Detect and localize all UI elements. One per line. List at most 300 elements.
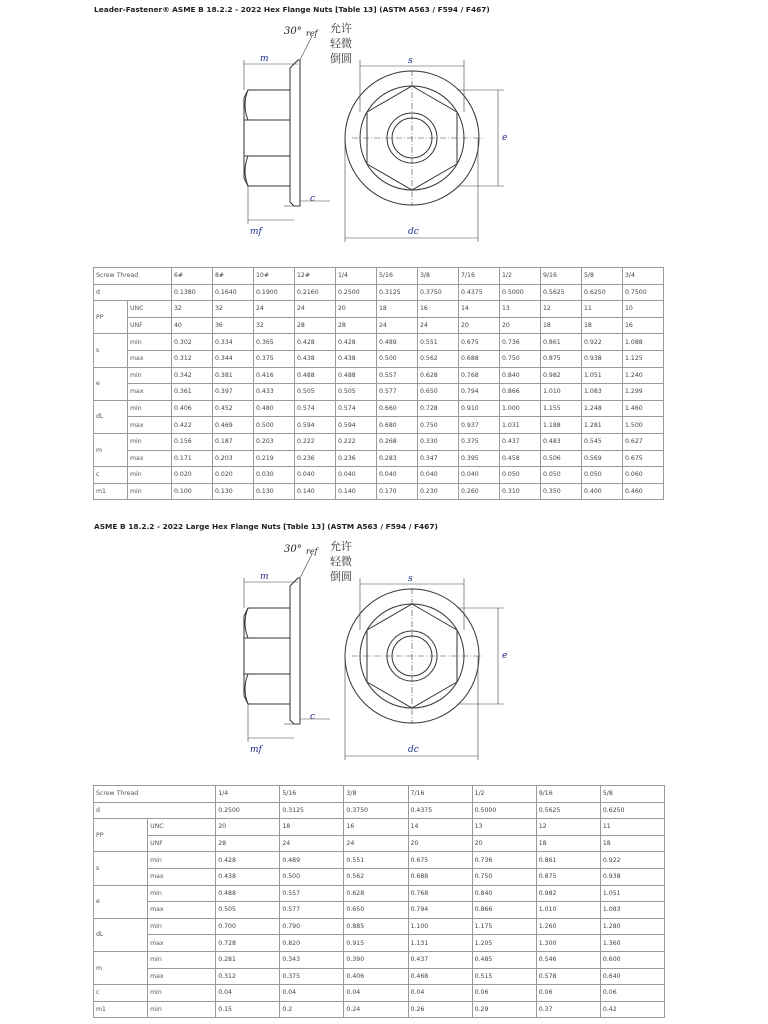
table-cell: 0.600 [600,951,664,968]
sub-label-max: max [148,902,216,919]
table-cell: 0.29 [472,1001,536,1018]
table-cell: 0.140 [336,483,377,500]
table-cell: 0.15 [216,1001,280,1018]
table-cell: 0.551 [344,852,408,869]
table-cell: 0.506 [541,450,582,467]
table-cell: 1/2 [500,268,541,285]
table-cell: 18 [541,317,582,334]
table-cell: 0.861 [536,852,600,869]
table-cell: 0.187 [213,433,254,450]
table-cell: 24 [377,317,418,334]
table-cell: 0.937 [459,417,500,434]
table-cell: 0.460 [623,483,664,500]
table-cell: 18 [536,835,600,852]
table-cell: 11 [600,819,664,836]
sub-label-min: min [128,367,172,384]
table-row [94,951,665,968]
table-cell: 0.736 [472,852,536,869]
table-cell: 0.4375 [459,284,500,301]
table-cell: 8# [213,268,254,285]
table-cell: 0.820 [280,935,344,952]
table-cell: 0.344 [213,350,254,367]
row-label-m: m [94,951,148,984]
table-cell: 0.6250 [582,284,623,301]
dim-m-label: m [260,572,269,582]
note-line-3: 倒圆 [330,52,352,65]
sub-label-min: min [148,985,216,1002]
table-cell: 0.438 [336,350,377,367]
table-cell: 28 [295,317,336,334]
table-cell: 0.922 [600,852,664,869]
table-cell: 1.083 [582,384,623,401]
dim-dc-label: dc [408,227,419,237]
table-cell: 14 [459,301,500,318]
sub-label-min: min [148,885,216,902]
table-cell: 0.551 [418,334,459,351]
table-cell: 0.040 [459,467,500,484]
sub-label-min: min [148,852,216,869]
table-row [94,284,664,301]
row-label-dl: dL [94,918,148,951]
table-cell: 5/16 [280,786,344,803]
table-cell: 10# [254,268,295,285]
table-cell: 0.488 [216,885,280,902]
table-row [94,852,665,869]
table-cell: 1.281 [582,417,623,434]
table-cell: 36 [213,317,254,334]
table-cell: 1.260 [536,918,600,935]
table-row [94,334,664,351]
table-cell: 1.299 [623,384,664,401]
ref-label: ref [306,547,318,556]
row-label-c: c [94,467,128,484]
table-cell: 0.680 [377,417,418,434]
row-label-e: e [94,885,148,918]
table-row [94,467,664,484]
table-cell: 0.675 [408,852,472,869]
table-cell: 20 [336,301,377,318]
table-cell: 0.728 [418,400,459,417]
large-hex-flange-nut-drawing [232,538,562,755]
table-cell: 0.488 [336,367,377,384]
table-cell: 9/16 [541,268,582,285]
table-cell: 20 [459,317,500,334]
table-cell: 0.794 [408,902,472,919]
table-cell: 7/16 [408,786,472,803]
table-cell: 0.400 [582,483,623,500]
table-cell: 0.469 [213,417,254,434]
angle-label: 30° [284,544,302,555]
table-cell: 1.360 [600,935,664,952]
table-cell: 0.040 [295,467,336,484]
table-cell: 10 [623,301,664,318]
sub-label-max: max [128,450,172,467]
table-cell: 0.060 [623,467,664,484]
table-cell: 1.205 [472,935,536,952]
table-cell: 1.300 [536,935,600,952]
table-cell: 32 [172,301,213,318]
table-cell: 1/2 [472,786,536,803]
sub-label-min: min [128,483,172,500]
hex-body-outline [244,90,290,186]
table-cell: 0.26 [408,1001,472,1018]
sub-label-max: max [148,968,216,985]
table-row [94,400,664,417]
table-cell: 0.04 [216,985,280,1002]
table-cell: 0.06 [472,985,536,1002]
table-cell: 7/16 [459,268,500,285]
table-cell: 0.982 [541,367,582,384]
table-row [94,384,664,401]
table-cell: 0.1900 [254,284,295,301]
table-cell: 3/4 [623,268,664,285]
dim-c-label: c [310,194,316,204]
sub-label-unc: UNC [148,819,216,836]
table-row [94,935,665,952]
table-cell: 0.310 [500,483,541,500]
table-row [94,835,665,852]
dim-mf-label: mf [250,745,262,755]
note-line-2: 轻微 [330,555,352,568]
table-cell: 0.040 [336,467,377,484]
table-cell: 18 [582,317,623,334]
table-cell: 1.051 [600,885,664,902]
table-cell: 0.562 [344,868,408,885]
table-cell: 0.500 [377,350,418,367]
sub-label-max: max [148,868,216,885]
hex-flange-nut-drawing [232,20,562,237]
table-cell: 0.020 [213,467,254,484]
table-cell: 0.438 [295,350,336,367]
table-cell: 0.557 [377,367,418,384]
table-cell: 0.875 [536,868,600,885]
table-cell: 24 [295,301,336,318]
table-cell: 0.688 [459,350,500,367]
table-cell: 5/8 [600,786,664,803]
table-cell: 0.06 [600,985,664,1002]
table-cell: 0.938 [600,868,664,885]
table-cell: 0.515 [472,968,536,985]
table-cell: 0.428 [216,852,280,869]
table-cell: 18 [377,301,418,318]
table-cell: 14 [408,819,472,836]
table-cell: 0.06 [536,985,600,1002]
table-cell: 0.6250 [600,802,664,819]
table-row [94,802,665,819]
flange-outline [290,60,300,206]
table-cell: 0.452 [213,400,254,417]
table-cell: 0.574 [336,400,377,417]
table-cell: 0.500 [280,868,344,885]
table-cell: 16 [418,301,459,318]
table-cell: 0.922 [582,334,623,351]
table-row [94,868,665,885]
table-cell: 1.088 [623,334,664,351]
table-cell: 0.050 [541,467,582,484]
dim-e-label: e [502,133,508,143]
table-cell: 0.428 [336,334,377,351]
dim-c-label: c [310,712,316,722]
table-cell: 0.3125 [280,802,344,819]
table-cell: 0.406 [344,968,408,985]
sub-label-min: min [128,467,172,484]
sub-label-unf: UNF [128,317,172,334]
table-cell: 0.268 [377,433,418,450]
table-cell: 0.361 [172,384,213,401]
table-cell: 0.3125 [377,284,418,301]
table-cell: 0.2 [280,1001,344,1018]
row-label-d: d [94,284,172,301]
table-cell: 0.574 [295,400,336,417]
table-row [94,367,664,384]
table-cell: 0.2500 [216,802,280,819]
table-cell: 0.577 [377,384,418,401]
table-cell: 0.040 [377,467,418,484]
table-cell: 1.131 [408,935,472,952]
table-cell: 0.794 [459,384,500,401]
table-cell: 0.438 [216,868,280,885]
table-cell: 0.485 [472,951,536,968]
table-cell: 5/16 [377,268,418,285]
table-cell: 0.7500 [623,284,664,301]
table-cell: 0.505 [295,384,336,401]
table-cell: 0.04 [408,985,472,1002]
note-line-1: 允许 [330,22,352,35]
table-cell: 0.334 [213,334,254,351]
row-label-s: s [94,852,148,885]
table-cell: 0.375 [254,350,295,367]
table-cell: 0.406 [172,400,213,417]
table-cell: 1.500 [623,417,664,434]
table-cell: 1.240 [623,367,664,384]
table-cell: 0.04 [280,985,344,1002]
table-cell: 0.3750 [344,802,408,819]
table-row [94,885,665,902]
hex-flange-nut-spec-table [93,267,664,500]
table-cell: 18 [600,835,664,852]
header-label: Screw Thread [94,786,216,803]
table-cell: 0.171 [172,450,213,467]
table-cell: 0.170 [377,483,418,500]
table-cell: 0.577 [280,902,344,919]
table-cell: 1.460 [623,400,664,417]
table-cell: 0.675 [459,334,500,351]
table-cell: 0.422 [172,417,213,434]
hex-body-outline [244,608,290,704]
table-cell: 0.281 [216,951,280,968]
angle-label: 30° [284,26,302,37]
table-cell: 11 [582,301,623,318]
flange-outline [290,578,300,724]
table-cell: 12# [295,268,336,285]
table-cell: 0.640 [600,968,664,985]
table-cell: 0.650 [344,902,408,919]
table-row [94,433,664,450]
table-cell: 9/16 [536,786,600,803]
table-cell: 1.248 [582,400,623,417]
table-cell: 0.156 [172,433,213,450]
table-cell: 1.125 [623,350,664,367]
table-cell: 0.488 [295,367,336,384]
ref-label: ref [306,29,318,38]
row-label-m: m [94,433,128,466]
dim-s-label: s [408,574,413,584]
table-cell: 32 [213,301,254,318]
table-row [94,301,664,318]
table-cell: 0.020 [172,467,213,484]
table-cell: 0.468 [408,968,472,985]
row-label-m1: m1 [94,1001,148,1018]
sub-label-max: max [128,350,172,367]
table-row [94,1001,665,1018]
table-row [94,350,664,367]
note-line-3: 倒圆 [330,570,352,583]
table-cell: 0.236 [295,450,336,467]
table-cell: 0.375 [459,433,500,450]
table-cell: 0.130 [213,483,254,500]
table-cell: 0.416 [254,367,295,384]
table-cell: 20 [408,835,472,852]
table-row [94,985,665,1002]
dim-mf-label: mf [250,227,262,237]
table-cell: 0.312 [172,350,213,367]
table-row [94,450,664,467]
table-cell: 18 [280,819,344,836]
table-cell: 1.031 [500,417,541,434]
table-cell: 1.000 [500,400,541,417]
table-cell: 0.030 [254,467,295,484]
row-label-pp: PP [94,819,148,852]
table-cell: 0.628 [418,367,459,384]
table-cell: 0.050 [500,467,541,484]
table-cell: 0.688 [408,868,472,885]
table-cell: 1.100 [408,918,472,935]
table-cell: 0.1640 [213,284,254,301]
table-cell: 0.489 [377,334,418,351]
table-cell: 40 [172,317,213,334]
table-cell: 24 [280,835,344,852]
table-cell: 0.915 [344,935,408,952]
table-cell: 0.5000 [500,284,541,301]
table-cell: 0.728 [216,935,280,952]
table-cell: 0.040 [418,467,459,484]
table-cell: 28 [216,835,280,852]
table-cell: 0.312 [216,968,280,985]
table-cell: 24 [418,317,459,334]
table-row [94,819,665,836]
table-cell: 0.2500 [336,284,377,301]
table-cell: 0.222 [336,433,377,450]
table-cell: 0.660 [377,400,418,417]
table-cell: 1.051 [582,367,623,384]
sub-label-min: min [148,951,216,968]
table-cell: 0.343 [280,951,344,968]
sub-label-unf: UNF [148,835,216,852]
table-cell: 0.736 [500,334,541,351]
table-cell: 28 [336,317,377,334]
table-cell: 0.302 [172,334,213,351]
table-cell: 0.650 [418,384,459,401]
table-cell: 1.188 [541,417,582,434]
sub-label-max: max [128,384,172,401]
table-row [94,918,665,935]
table-cell: 1.010 [541,384,582,401]
table-row [94,417,664,434]
table-cell: 0.437 [500,433,541,450]
table-cell: 0.433 [254,384,295,401]
table-cell: 0.628 [344,885,408,902]
table-cell: 0.500 [254,417,295,434]
table-cell: 0.861 [541,334,582,351]
sub-label-max: max [128,417,172,434]
table-cell: 24 [254,301,295,318]
row-label-s: s [94,334,128,367]
table-cell: 32 [254,317,295,334]
table-cell: 1/4 [336,268,377,285]
header-label: Screw Thread [94,268,172,285]
table-cell: 0.100 [172,483,213,500]
dim-s-label: s [408,56,413,66]
table-cell: 0.578 [536,968,600,985]
table-cell: 0.594 [295,417,336,434]
table-cell: 0.546 [536,951,600,968]
table-cell: 0.330 [418,433,459,450]
table-cell: 13 [472,819,536,836]
table-cell: 0.397 [213,384,254,401]
table-cell: 0.24 [344,1001,408,1018]
table-cell: 24 [344,835,408,852]
table-cell: 0.5000 [472,802,536,819]
table-cell: 1.083 [600,902,664,919]
table-cell: 1.175 [472,918,536,935]
table-cell: 0.42 [600,1001,664,1018]
table-cell: 12 [536,819,600,836]
table-cell: 0.700 [216,918,280,935]
large-hex-flange-nut-spec-table [93,785,665,1018]
table-cell: 0.130 [254,483,295,500]
sub-label-min: min [128,433,172,450]
table-cell: 0.236 [336,450,377,467]
table-cell: 0.768 [459,367,500,384]
table-cell: 0.790 [280,918,344,935]
table-cell: 0.365 [254,334,295,351]
table-cell: 0.594 [336,417,377,434]
table-cell: 0.437 [408,951,472,968]
table-row [94,317,664,334]
table-cell: 0.750 [418,417,459,434]
table-cell: 1.010 [536,902,600,919]
table-cell: 0.840 [500,367,541,384]
row-label-c: c [94,985,148,1002]
table-cell: 0.627 [623,433,664,450]
table-row [94,786,665,803]
table-cell: 16 [344,819,408,836]
table-cell: 0.545 [582,433,623,450]
table-cell: 0.910 [459,400,500,417]
table-cell: 0.875 [541,350,582,367]
table-cell: 12 [541,301,582,318]
section-1-title: Leader-Fastener® ASME B 18.2.2 - 2022 Hex Flange Nuts [Table 13] (ASTM A563 / F594 / F467) [94,5,490,14]
table-cell: 0.2160 [295,284,336,301]
dim-m-label: m [260,54,269,64]
table-cell: 0.260 [459,483,500,500]
table-cell: 0.050 [582,467,623,484]
table-cell: 0.140 [295,483,336,500]
table-cell: 0.3750 [418,284,459,301]
table-cell: 0.222 [295,433,336,450]
table-cell: 0.489 [280,852,344,869]
table-cell: 0.505 [216,902,280,919]
